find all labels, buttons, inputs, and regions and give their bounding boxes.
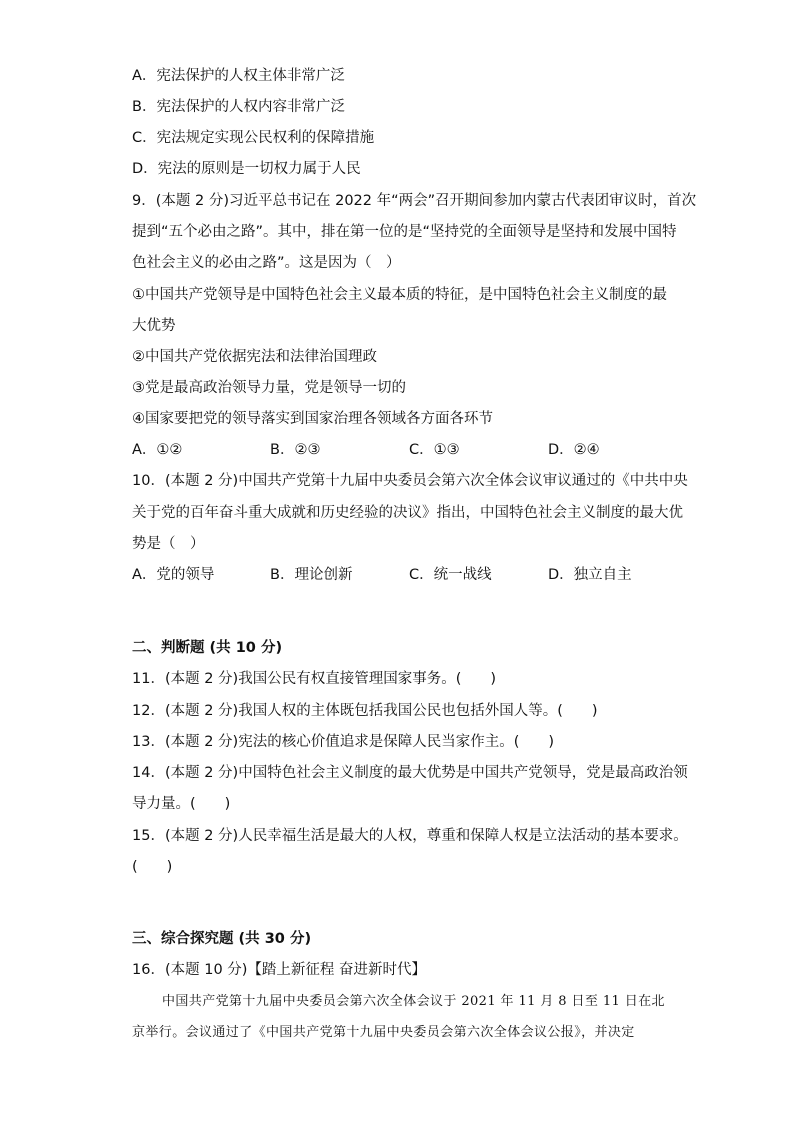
q16-heading: 16．(本题 10 分)【踏上新征程 奋进新时代】	[132, 962, 427, 978]
q15-line-2: ( )	[132, 859, 173, 875]
q10-option-c: C．统一战线	[409, 567, 492, 583]
q9-statement-3: ③党是最高政治领导力量，党是领导一切的	[132, 380, 406, 396]
q9-statement-4: ④国家要把党的领导落实到国家治理各领域各方面各环节	[132, 411, 493, 427]
q14-line-1: 14．(本题 2 分)中国特色社会主义制度的最大优势是中国共产党领导，党是最高政治领	[132, 765, 688, 781]
q8-option-c: C．宪法规定实现公民权利的保障措施	[132, 130, 375, 146]
q8-option-a: A．宪法保护的人权主体非常广泛	[132, 68, 345, 84]
q9-statement-1: ①中国共产党领导是中国特色社会主义最本质的特征，是中国特色社会主义制度的最	[132, 287, 667, 303]
q15-line-1: 15．(本题 2 分)人民幸福生活是最大的人权，尊重和保障人权是立法活动的基本要求。	[132, 828, 688, 844]
section-2-title: 二、判断题 (共 10 分)	[132, 640, 283, 656]
q9-statement-2: ②中国共产党依据宪法和法律治国理政	[132, 349, 377, 365]
q16-material-line-1: 中国共产党第十九届中央委员会第六次全体会议于 2021 年 11 月 8 日至 11 日在北	[162, 994, 665, 1009]
q10-stem-line-1: 10．(本题 2 分)中国共产党第十九届中央委员会第六次全体会议审议通过的《中共中央	[132, 473, 688, 489]
q9-statement-1-cont: 大优势	[132, 318, 176, 334]
q12: 12．(本题 2 分)我国人权的主体既包括我国公民也包括外国人等。( )	[132, 703, 598, 719]
q11: 11．(本题 2 分)我国公民有权直接管理国家事务。( )	[132, 671, 497, 687]
q10-stem-line-3: 势是（ ）	[132, 536, 205, 552]
q9-option-c: C．①③	[409, 442, 460, 458]
q10-option-b: B．理论创新	[270, 567, 353, 583]
q13: 13．(本题 2 分)宪法的核心价值追求是保障人民当家作主。( )	[132, 734, 555, 750]
q9-stem-line-3: 色社会主义的必由之路”。这是因为（ ）	[132, 255, 401, 271]
section-3-title: 三、综合探究题 (共 30 分)	[132, 931, 312, 947]
q9-stem-line-2: 提到“五个必由之路”。其中，排在第一位的是“坚持党的全面领导是坚持和发展中国特	[132, 224, 677, 240]
q16-material-line-2: 京举行。会议通过了《中国共产党第十九届中央委员会第六次全体会议公报》，并决定	[132, 1025, 635, 1040]
q10-option-a: A．党的领导	[132, 567, 215, 583]
q8-option-d: D．宪法的原则是一切权力属于人民	[132, 161, 361, 177]
q10-option-d: D．独立自主	[548, 567, 632, 583]
q9-option-b: B．②③	[270, 442, 321, 458]
q14-line-2: 导力量。( )	[132, 796, 231, 812]
q8-option-b: B．宪法保护的人权内容非常广泛	[132, 99, 345, 115]
q9-option-a: A．①②	[132, 442, 183, 458]
q10-stem-line-2: 关于党的百年奋斗重大成就和历史经验的决议》指出，中国特色社会主义制度的最大优	[132, 505, 683, 521]
q9-stem-line-1: 9．(本题 2 分)习近平总书记在 2022 年“两会”召开期间参加内蒙古代表团审议时，首次	[132, 193, 697, 209]
q9-option-d: D．②④	[548, 442, 600, 458]
